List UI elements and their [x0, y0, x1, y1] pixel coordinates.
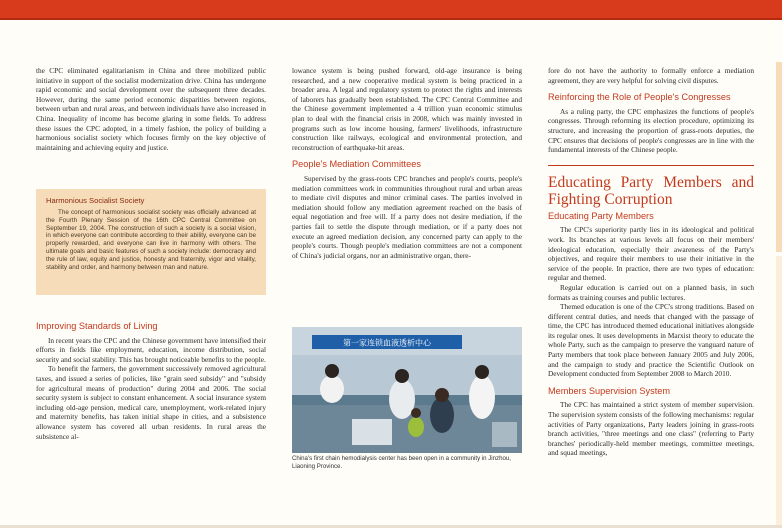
sidebar-box-harmonious-society — [36, 189, 266, 295]
paragraph: lowance system is being pushed forward, old-age insurance is being researched, and a new cooperative medical system is being practiced in a broader area. A legal and regulatory system to protect the rights and interests of laborers has gradually been established. The CPC Central Committee and the Chinese government implemented a 4 trillion yuan economic stimulus plan to deal with the financial crisis in 2008, which was mainly invested in programs such as low income housing, farmers' livelihoods, infrastructure construction like railways, ecological and environmental protection, and reconstruction of earthquake-hit areas. — [292, 66, 522, 152]
section-heading-supervision: Members Supervision System — [548, 385, 671, 396]
section-heading-educating-members: Educating Party Members — [548, 210, 654, 221]
sidebar-box-title: Harmonious Socialist Society — [46, 196, 145, 205]
sidebar-box-body: The concept of harmonious socialist society was officially advanced at the Fourth Plenary Session of the 16th CPC Central Committee on September 19, 2004. The construction of such a society is a social vision, in which everyone can contribute according to their ability, everyone can be properly rewarded, and everyone can live in harmony with others. The ultimate goals and basic features of such a society include: democracy and the rule of law, equity and justice, honesty and fraternity, vigor and vitality, stability and order, and harmony between man and nature. — [46, 209, 256, 271]
paragraph: The CPC has maintained a strict system of member supervision. The supervision system consists of the following mechanisms: regular activities of Party organizations, Party leaders joining in grass-roots branch activities, "three meetings and one class" (referring to Party branches' periodically-held member meetings, committee meetings, and squad meetings, — [548, 400, 754, 458]
paragraph: Regular education is carried out on a planned basis, in such formats as training courses and public lectures. — [548, 282, 754, 302]
chapter-heading: Educating Party Members and Fighting Corruption — [548, 173, 754, 208]
section-heading-mediation: People's Mediation Committees — [292, 159, 421, 170]
paragraph: Supervised by the grass-roots CPC branches and people's courts, people's mediation committees work in communities throughout rural and urban areas to mediate civil disputes and minor criminal cases. The parties involved in mediation should follow any mediation agreement reached on the basis of equal negotiation and free will. If a party does not desire mediation, if the parties fail to settle the dispute through mediation, or if a party does not execute an agreed mediation decision, any concerned party can apply to the people's courts. Though people's mediation committees are not a component of China's judicial organs, nor an administrative organ, there- — [292, 173, 522, 260]
section-heading-living-standards: Improving Standards of Living — [36, 321, 158, 331]
paragraph: fore do not have the authority to formally enforce a mediation agreement, they are very helpful for solving civil disputes. — [548, 66, 754, 85]
paragraph: To benefit the farmers, the government successively removed agricultural taxes, and issued a series of policies, like "grain seed subsidy" and "subsidy for agricultural means of production" during 2004 and 2006. The social security system is subject to constant enhancement. A social insurance system including old-age pension, medical care, unemployment, work-related injury and maternity benefits, has taken initial shape in cities, and a subsistence allowance system has covered all urban residents. In rural areas the subsistence al- — [36, 364, 266, 441]
photo-sign-text: 第一家连锁血液透析中心 — [343, 338, 431, 348]
photo-illustration — [292, 327, 522, 453]
edge-tab-lower — [776, 256, 782, 528]
column-right — [548, 66, 754, 458]
paragraph: As a ruling party, the CPC emphasizes the functions of people's congresses. Through reforming its election procedure, optimizing its structure, and increasing the proportion of grass-roots deputies, the CPC ensures that decisions of people's congresses are in line with the fundamental interests of the Chinese people. — [548, 106, 754, 155]
paragraph: The CPC's superiority partly lies in its ideological and political work. Its branches at various levels all focus on their members' ideological education, especially their awareness of the Party's objectives, and require their members to use their initiative in the service of the people. In practice, there are two types of education: regular and themed. — [548, 225, 754, 283]
column-left-lower — [36, 318, 266, 441]
paragraph: Themed education is one of the CPC's strong traditions. Based on different central duties, and needs that changed with the passage of time, the CPC has introduced themed educational initiatives alongside its regular ones. It uses developments in Marxist theory to educate the whole Party, such as the campaign to preserve the vanguard nature of Party members that took place between January 2005 and July 2006, and the campaign to study and practice the Scientific Outlook on Development conducted from September 2008 to March 2010. — [548, 302, 754, 379]
photo-caption: China's first chain hemodialysis center has been open in a community in Jinzhou, Liaoning Province. — [292, 455, 511, 470]
section-heading-peoples-congresses: Reinforcing the Role of People's Congresses — [548, 92, 731, 103]
photo-hemodialysis-center — [292, 327, 522, 453]
red-divider — [548, 165, 754, 166]
column-left — [36, 66, 266, 152]
paragraph: In recent years the CPC and the Chinese government have intensified their efforts in fields like employment, education, income distribution, social security and social stability. This has brought noticeable benefits to the people. — [36, 335, 266, 364]
top-color-bar — [0, 0, 782, 20]
paragraph: the CPC eliminated egalitarianism in China and three mobilized public initiative in support of the socialist modernization drive. China has undergone rapid economic and social development over the subsequent three decades. However, during the same period economic disparities between regions, between urban and rural areas, and between individuals have also increased in China. Inequality of income has become glaring in some fields. To address these issues the CPC adopted, in a timely fashion, the policy of building a harmonious socialist society which focuses firmly on the key objective of maintaining and achieving equity and justice. — [36, 66, 266, 152]
edge-tab — [776, 62, 782, 252]
column-middle — [292, 66, 522, 260]
